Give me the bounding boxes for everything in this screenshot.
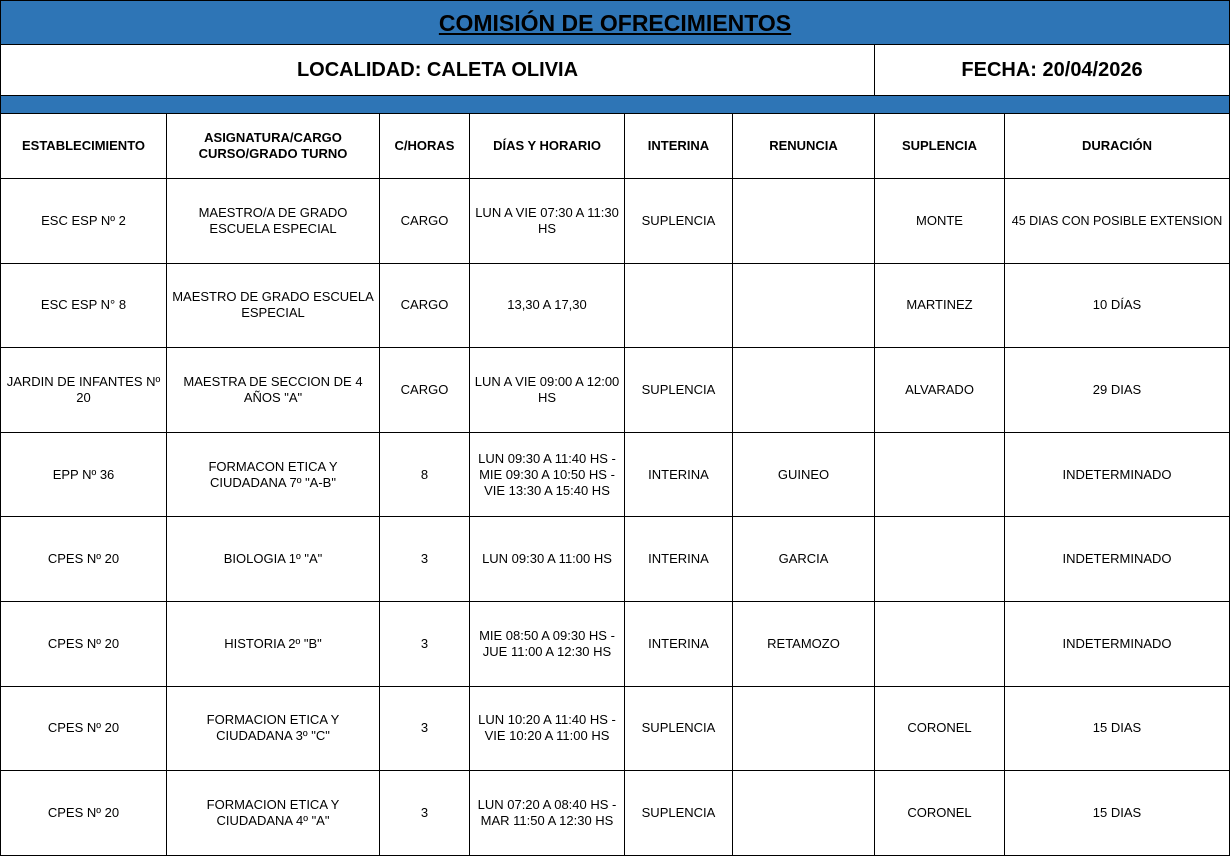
table-row	[1, 348, 1230, 433]
table-row	[1, 517, 1230, 602]
header-asignatura: ASIGNATURA/CARGO CURSO/GRADO TURNO	[167, 114, 380, 179]
cell-horas: 3	[380, 517, 470, 602]
fecha-label: FECHA: 20/04/2026	[875, 45, 1230, 96]
cell-horas: CARGO	[380, 348, 470, 433]
cell-horario: LUN A VIE 07:30 A 11:30 HS	[470, 179, 625, 264]
cell-renuncia	[733, 263, 875, 348]
header-suplencia: SUPLENCIA	[875, 114, 1005, 179]
header-duracion: DURACIÓN	[1005, 114, 1230, 179]
cell-horario: LUN 09:30 A 11:40 HS - MIE 09:30 A 10:50 HS - VIE 13:30 A 15:40 HS	[470, 432, 625, 517]
cell-duracion: INDETERMINADO	[1005, 432, 1230, 517]
cell-establecimiento: JARDIN DE INFANTES Nº 20	[1, 348, 167, 433]
cell-horario: LUN 10:20 A 11:40 HS - VIE 10:20 A 11:00 HS	[470, 686, 625, 771]
cell-asignatura: FORMACON ETICA Y CIUDADANA 7º "A-B"	[167, 432, 380, 517]
cell-duracion: 29 DIAS	[1005, 348, 1230, 433]
cell-duracion: 45 DIAS CON POSIBLE EXTENSION	[1005, 179, 1230, 264]
cell-establecimiento: ESC ESP N° 8	[1, 263, 167, 348]
cell-horario: LUN 09:30 A 11:00 HS	[470, 517, 625, 602]
cell-suplencia: MONTE	[875, 179, 1005, 264]
cell-duracion: 10 DÍAS	[1005, 263, 1230, 348]
cell-renuncia	[733, 771, 875, 856]
cell-renuncia: RETAMOZO	[733, 601, 875, 686]
cell-renuncia	[733, 348, 875, 433]
cell-renuncia	[733, 179, 875, 264]
cell-horario: 13,30 A 17,30	[470, 263, 625, 348]
cell-horas: CARGO	[380, 263, 470, 348]
cell-establecimiento: ESC ESP Nº 2	[1, 179, 167, 264]
cell-interina	[625, 263, 733, 348]
cell-suplencia	[875, 601, 1005, 686]
cell-interina: INTERINA	[625, 517, 733, 602]
cell-establecimiento: CPES Nº 20	[1, 601, 167, 686]
cell-horas: 3	[380, 686, 470, 771]
cell-renuncia: GUINEO	[733, 432, 875, 517]
cell-establecimiento: EPP Nº 36	[1, 432, 167, 517]
cell-suplencia: MARTINEZ	[875, 263, 1005, 348]
cell-horario: LUN A VIE 09:00 A 12:00 HS	[470, 348, 625, 433]
cell-asignatura: MAESTRA DE SECCION DE 4 AÑOS "A"	[167, 348, 380, 433]
table-header-row	[1, 114, 1230, 179]
cell-duracion: INDETERMINADO	[1005, 517, 1230, 602]
cell-asignatura: MAESTRO DE GRADO ESCUELA ESPECIAL	[167, 263, 380, 348]
header-renuncia: RENUNCIA	[733, 114, 875, 179]
page-title: COMISIÓN DE OFRECIMIENTOS	[1, 1, 1230, 45]
table-row	[1, 179, 1230, 264]
cell-suplencia	[875, 432, 1005, 517]
header-establecimiento: ESTABLECIMIENTO	[1, 114, 167, 179]
cell-duracion: 15 DIAS	[1005, 771, 1230, 856]
cell-duracion: 15 DIAS	[1005, 686, 1230, 771]
cell-suplencia: CORONEL	[875, 771, 1005, 856]
blue-divider-band	[1, 96, 1230, 114]
cell-establecimiento: CPES Nº 20	[1, 771, 167, 856]
cell-interina: INTERINA	[625, 432, 733, 517]
cell-horas: CARGO	[380, 179, 470, 264]
table-row	[1, 432, 1230, 517]
cell-interina: SUPLENCIA	[625, 771, 733, 856]
cell-suplencia: ALVARADO	[875, 348, 1005, 433]
table-row	[1, 601, 1230, 686]
cell-horario: MIE 08:50 A 09:30 HS - JUE 11:00 A 12:30 HS	[470, 601, 625, 686]
cell-asignatura: MAESTRO/A DE GRADO ESCUELA ESPECIAL	[167, 179, 380, 264]
cell-horas: 8	[380, 432, 470, 517]
cell-suplencia: CORONEL	[875, 686, 1005, 771]
table-row	[1, 263, 1230, 348]
header-interina: INTERINA	[625, 114, 733, 179]
cell-establecimiento: CPES Nº 20	[1, 517, 167, 602]
cell-interina: SUPLENCIA	[625, 348, 733, 433]
cell-duracion: INDETERMINADO	[1005, 601, 1230, 686]
cell-asignatura: FORMACION ETICA Y CIUDADANA 3º "C"	[167, 686, 380, 771]
cell-asignatura: FORMACION ETICA Y CIUDADANA 4º "A"	[167, 771, 380, 856]
cell-establecimiento: CPES Nº 20	[1, 686, 167, 771]
cell-asignatura: HISTORIA 2º "B"	[167, 601, 380, 686]
cell-suplencia	[875, 517, 1005, 602]
cell-interina: INTERINA	[625, 601, 733, 686]
cell-renuncia	[733, 686, 875, 771]
cell-horario: LUN 07:20 A 08:40 HS - MAR 11:50 A 12:30 HS	[470, 771, 625, 856]
localidad-label: LOCALIDAD: CALETA OLIVIA	[1, 45, 875, 96]
cell-renuncia: GARCIA	[733, 517, 875, 602]
cell-interina: SUPLENCIA	[625, 686, 733, 771]
cell-interina: SUPLENCIA	[625, 179, 733, 264]
table-row	[1, 771, 1230, 856]
header-horario: DÍAS Y HORARIO	[470, 114, 625, 179]
cell-horas: 3	[380, 771, 470, 856]
cell-asignatura: BIOLOGIA 1º "A"	[167, 517, 380, 602]
table-row	[1, 686, 1230, 771]
header-horas: C/HORAS	[380, 114, 470, 179]
cell-horas: 3	[380, 601, 470, 686]
